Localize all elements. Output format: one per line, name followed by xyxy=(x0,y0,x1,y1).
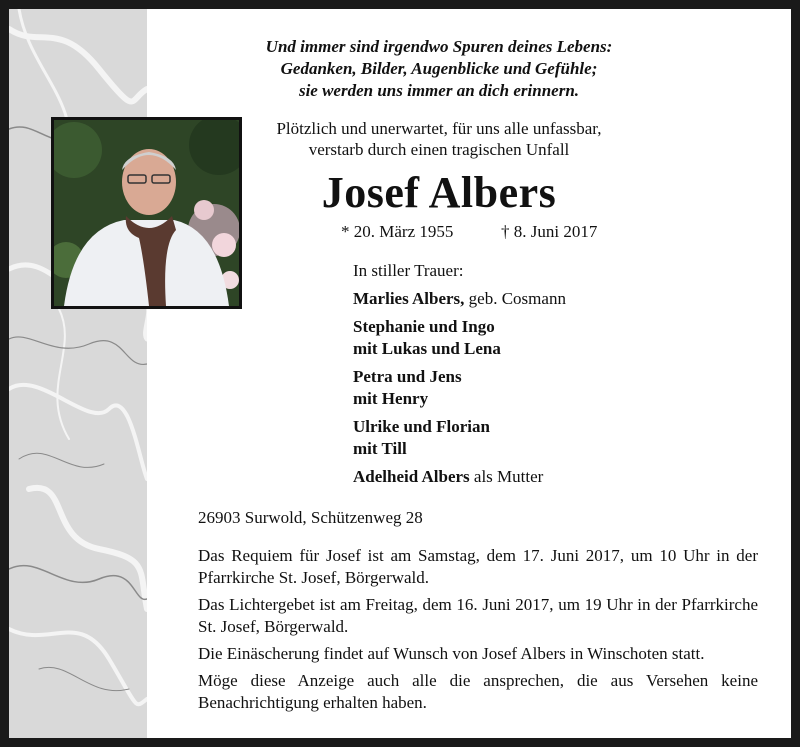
mourner-detail: geb. Cosmann xyxy=(464,289,566,308)
intro-line: Plötzlich und unerwartet, für uns alle unfassbar, xyxy=(276,119,602,138)
mourner-detail: mit Lukas und Lena xyxy=(353,339,501,358)
portrait-photo xyxy=(51,117,242,309)
mourners-lead: In stiller Trauer: xyxy=(353,261,464,280)
notice-paragraph: Das Lichtergebet ist am Freitag, dem 16. Juni 2017, um 19 Uhr in der Pfarrkirche St. Josef, Börgerwald. xyxy=(198,595,758,636)
mourners-list xyxy=(353,260,753,494)
notice-paragraph: Möge diese Anzeige auch alle die ansprechen, die aus Versehen keine Benachrichtigung erhalten haben. xyxy=(198,671,758,712)
mourner-name: Marlies Albers, xyxy=(353,289,465,308)
family-address: 26903 Surwold, Schützenweg 28 xyxy=(198,508,423,527)
birth-date: * 20. März 1955 xyxy=(341,222,454,241)
obituary-card xyxy=(9,9,791,738)
mourner-detail: mit Henry xyxy=(353,389,429,408)
notice-paragraph: Die Einäscherung findet auf Wunsch von Josef Albers in Winschoten statt. xyxy=(198,644,705,663)
mourner-name: Ulrike und Florian xyxy=(353,417,490,436)
mourner-entry xyxy=(353,466,753,488)
mourner-entry xyxy=(353,366,753,410)
mourner-entry xyxy=(353,416,753,460)
service-notices xyxy=(198,545,758,719)
death-date: † 8. Juni 2017 xyxy=(501,222,598,241)
mourner-name: Adelheid Albers xyxy=(353,467,470,486)
motto xyxy=(209,36,669,102)
motto-line: sie werden uns immer an dich erinnern. xyxy=(298,81,580,100)
deceased-name: Josef Albers xyxy=(321,168,557,217)
motto-line: Und immer sind irgendwo Spuren deines Lebens: xyxy=(265,37,613,56)
notice-paragraph: Das Requiem für Josef ist am Samstag, dem 17. Juni 2017, um 10 Uhr in der Pfarrkirche St. Josef, Börgerwald. xyxy=(198,546,758,587)
mourner-name: Petra und Jens xyxy=(353,367,462,386)
mourner-detail: mit Till xyxy=(353,439,407,458)
mourner-name: Stephanie und Ingo xyxy=(353,317,495,336)
motto-line: Gedanken, Bilder, Augenblicke und Gefühle; xyxy=(280,59,598,78)
mourner-entry xyxy=(353,288,753,310)
mourner-entry xyxy=(353,316,753,360)
mourner-detail: als Mutter xyxy=(469,467,544,486)
intro-text xyxy=(239,118,639,160)
intro-line: verstarb durch einen tragischen Unfall xyxy=(308,140,570,159)
